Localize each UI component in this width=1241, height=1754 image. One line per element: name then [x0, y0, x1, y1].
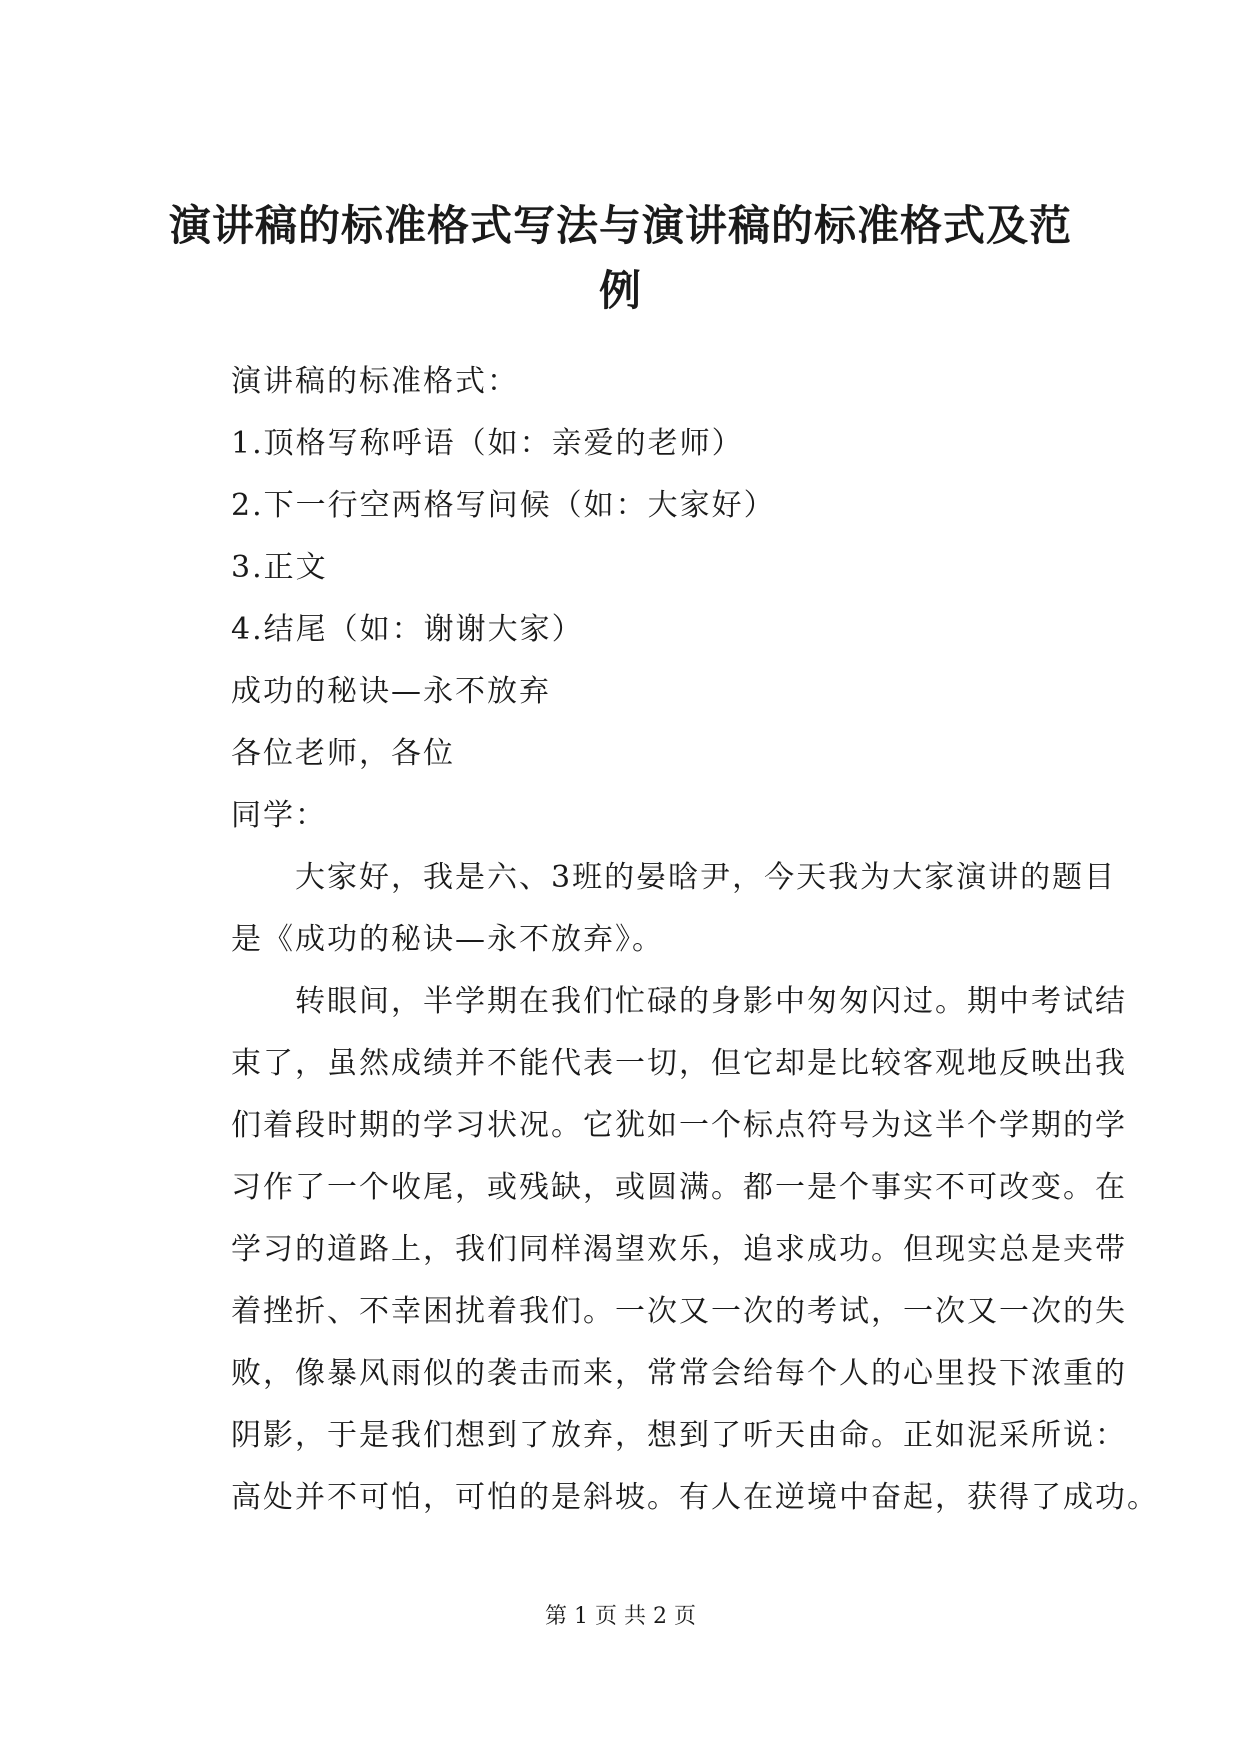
- page-footer: 第 1 页 共 2 页: [545, 1604, 696, 1629]
- salutation-continued: 同学：: [231, 798, 327, 833]
- paragraph-line: 习作了一个收尾，或残缺，或圆满。都一是个事实不可改变。在: [231, 1170, 1127, 1205]
- salutation: 各位老师，各位: [231, 736, 455, 771]
- document-title: 演讲稿的标准格式写法与演讲稿的标准格式及范例: [168, 201, 1072, 315]
- format-item-3: 3.正文: [231, 550, 328, 585]
- paragraph-line: 学习的道路上，我们同样渴望欢乐，追求成功。但现实总是夹带: [231, 1232, 1127, 1267]
- paragraph-line: 高处并不可怕，可怕的是斜坡。有人在逆境中奋起，获得了成功。: [231, 1480, 1159, 1515]
- paragraph-line: 转眼间，半学期在我们忙碌的身影中匆匆闪过。期中考试结: [295, 984, 1127, 1019]
- format-item-1: 1.顶格写称呼语（如：亲爱的老师）: [231, 426, 744, 461]
- paragraph-line: 阴影，于是我们想到了放弃，想到了听天由命。正如泥采所说：: [231, 1418, 1127, 1453]
- paragraph-line: 着挫折、不幸困扰着我们。一次又一次的考试，一次又一次的失: [231, 1294, 1127, 1329]
- paragraph-greeting: [167, 847, 1117, 971]
- format-item-4: 4.结尾（如：谢谢大家）: [231, 612, 584, 647]
- format-heading: 演讲稿的标准格式：: [231, 364, 519, 399]
- paragraph-line: 大家好，我是六、3班的晏晗尹，今天我为大家演讲的题目: [295, 860, 1117, 895]
- format-item-2: 2.下一行空两格写问候（如：大家好）: [231, 488, 776, 523]
- speech-title: 成功的秘诀—永不放弃: [231, 674, 551, 709]
- paragraph-line: 败，像暴风雨似的袭击而来，常常会给每个人的心里投下浓重的: [231, 1356, 1127, 1391]
- paragraph-body: [167, 971, 1159, 1529]
- document-body: [167, 351, 1159, 1529]
- paragraph-line: 们着段时期的学习状况。它犹如一个标点符号为这半个学期的学: [231, 1108, 1127, 1143]
- paragraph-line: 束了，虽然成绩并不能代表一切，但它却是比较客观地反映出我: [231, 1046, 1127, 1081]
- paragraph-line: 是《成功的秘诀—永不放弃》。: [231, 922, 664, 957]
